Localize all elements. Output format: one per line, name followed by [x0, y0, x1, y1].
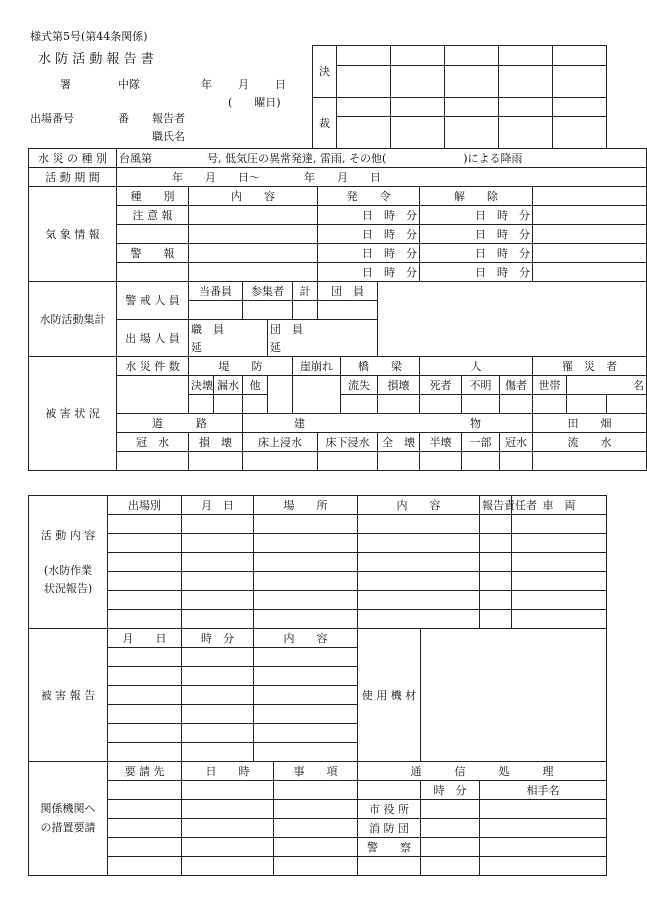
lifted-time: 日 時 分: [420, 225, 533, 244]
issued-time: 日 時 分: [318, 225, 420, 244]
leak-label: 漏水: [214, 376, 243, 395]
issued-time: 日 時 分: [318, 244, 420, 263]
form-number: 様式第5号(第44条関係): [30, 30, 148, 43]
building-label: 建 物: [243, 414, 533, 433]
lifted-time: 日 時 分: [420, 263, 533, 282]
road-damage-label: 損 壊: [189, 433, 243, 452]
activity-period-value: 年 月 日〜 年 月 日: [117, 168, 647, 187]
road-label: 道 路: [117, 414, 243, 433]
victims-label: 罹 災 者: [533, 357, 647, 376]
comm-row-police: 警 察: [358, 838, 421, 857]
day-label: 日: [275, 78, 286, 91]
equipment-label: 使 用 機 材: [358, 629, 421, 762]
landslide-label: 崖崩れ: [293, 357, 341, 376]
guard-col-total: 計: [293, 282, 318, 301]
comm-row-fire-corps: 消 防 団: [358, 819, 421, 838]
request-header-target: 要 請 先: [108, 762, 182, 781]
households-label: 世帯: [533, 376, 567, 395]
member-label: 団 員: [268, 320, 378, 339]
embankment-label: 堤 防: [189, 357, 293, 376]
form-title: 水 防 活 動 報 告 書: [38, 52, 154, 67]
guard-personnel-label: 警 戒 人 員: [117, 282, 189, 320]
weather-header-lifted: 解 除: [420, 187, 533, 206]
request-header-matter: 事 項: [274, 762, 358, 781]
request-label-2: の措置要請: [40, 820, 96, 834]
fields-label: 田 畑: [533, 414, 647, 433]
activity-label: 活 動 内 容: [40, 528, 96, 542]
weather-header-issued: 発 令: [318, 187, 420, 206]
damage-header-date: 月 日: [108, 629, 182, 648]
comm-row-city-hall: 市 役 所: [358, 800, 421, 819]
weather-header-type: 種 別: [117, 187, 189, 206]
lifted-time: 日 時 分: [420, 206, 533, 225]
weather-header-content: 内 容: [189, 187, 318, 206]
partial-label: 一部: [462, 433, 500, 452]
activity-sub1: (水防作業: [43, 564, 93, 577]
dispatch-personnel-label: 出 場 人 員: [117, 320, 189, 357]
guard-col-members: 団 員: [318, 282, 378, 301]
persons-label: 名: [567, 376, 647, 395]
damage-count-label: 水 災 件 数: [117, 357, 189, 376]
half-collapse-label: 半壊: [420, 433, 462, 452]
activity-header-place: 場 所: [254, 496, 358, 515]
activity-header-responsible: 報告責任者: [480, 496, 512, 515]
activity-header-date: 月 日: [182, 496, 254, 515]
activity-header-content: 内 容: [358, 496, 480, 515]
disaster-type-value: 台風第 号, 低気圧の異常発達, 雷雨, その他( )による降雨: [117, 149, 647, 168]
field-wash-label: 流 水: [533, 433, 647, 452]
damaged-label: 損壊: [378, 376, 420, 395]
staff-nobe: 延: [189, 338, 268, 357]
dead-label: 死者: [420, 376, 462, 395]
other-label: 他: [243, 376, 268, 395]
summary-label: 水防活動集計: [29, 282, 117, 357]
warning-label: 警 報: [117, 244, 189, 263]
guard-col-assembled: 参集者: [243, 282, 293, 301]
missing-label: 不明: [462, 376, 500, 395]
road-flood-label: 冠 水: [117, 433, 189, 452]
member-nobe: 延: [268, 338, 378, 357]
ban-label: 番: [118, 112, 129, 125]
damage-report-label: 被 害 報 告: [29, 629, 108, 762]
above-floor-label: 床上浸水: [243, 433, 318, 452]
total-collapse-label: 全 壊: [378, 433, 420, 452]
comm-col-partner: 相手名: [480, 781, 607, 800]
comm-header: 通 信 処 理: [358, 762, 607, 781]
breach-label: 決壊: [189, 376, 214, 395]
field-flood-label: 冠水: [500, 433, 533, 452]
staff-label: 職 員: [189, 320, 268, 339]
request-header-datetime: 日 時: [182, 762, 274, 781]
weekday-label: ( 曜日): [228, 96, 281, 109]
month-label: 月: [238, 78, 249, 91]
activity-header-dispatch: 出場別: [108, 496, 182, 515]
position-name-label: 職氏名: [152, 130, 185, 143]
people-label: 人: [420, 357, 533, 376]
weather-info-label: 気 象 情 報: [29, 187, 117, 282]
lifted-time: 日 時 分: [420, 244, 533, 263]
dispatch-number-label: 出場番号: [30, 112, 74, 125]
washed-away-label: 流失: [341, 376, 378, 395]
comm-col-time: 時 分: [421, 781, 480, 800]
damage-status-label: 被 害 状 況: [29, 357, 117, 471]
approval-ketsu: 決: [313, 46, 337, 98]
activity-period-label: 活 動 期 間: [29, 168, 117, 187]
bridge-label: 橋 梁: [341, 357, 420, 376]
request-label-cell: [29, 762, 108, 876]
form2-table: [28, 495, 607, 876]
approval-box: [312, 45, 607, 149]
station-label: 署: [60, 78, 71, 91]
disaster-type-label: 水 災 の 種 別: [29, 149, 117, 168]
guard-col-duty: 当番員: [189, 282, 243, 301]
approval-sai: 裁: [313, 98, 337, 149]
company-label: 中隊: [118, 78, 140, 91]
year-label: 年: [201, 78, 212, 91]
activity-sub2: 状況報告): [43, 581, 93, 595]
issued-time: 日 時 分: [318, 263, 420, 282]
below-floor-label: 床下浸水: [318, 433, 378, 452]
damage-header-content: 内 容: [254, 629, 358, 648]
request-label-1: 関係機関へ: [40, 801, 96, 815]
advisory-label: 注 意 報: [117, 206, 189, 225]
activity-header-vehicle: 車 両: [512, 496, 607, 515]
injured-label: 傷者: [500, 376, 533, 395]
reporter-label: 報告者: [152, 112, 185, 125]
damage-header-time: 時 分: [182, 629, 254, 648]
activity-label-cell: [29, 496, 108, 629]
form1-table: [28, 148, 647, 471]
issued-time: 日 時 分: [318, 206, 420, 225]
